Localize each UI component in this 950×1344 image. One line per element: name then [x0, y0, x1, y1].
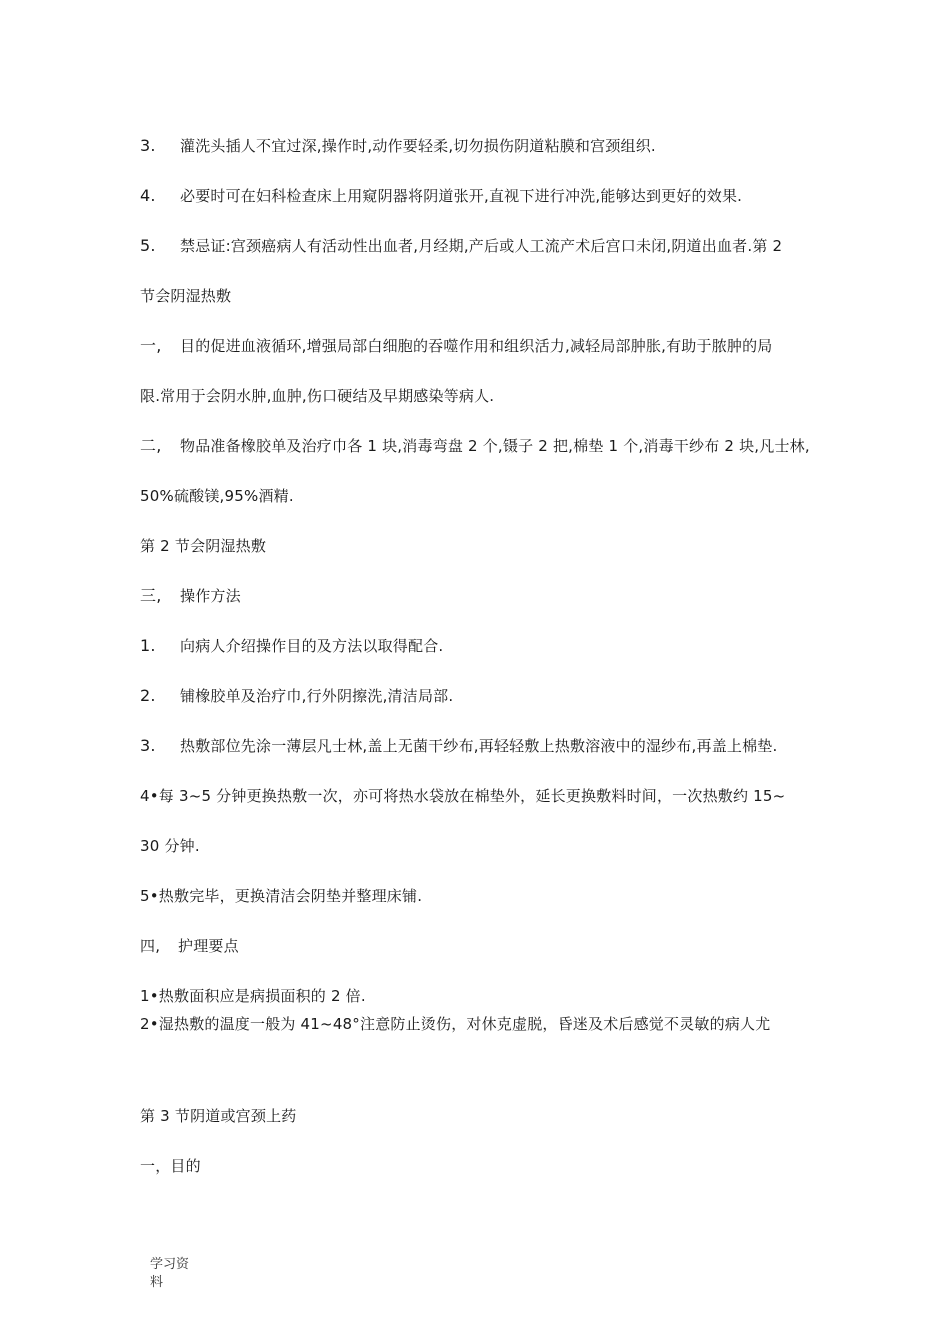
item-number: 3. — [140, 736, 156, 755]
text-line-17 — [140, 936, 239, 956]
item-number: 四, — [140, 937, 161, 955]
item-text: 4•每 3~5 分钟更换热敷一次，亦可将热水袋放在棉垫外，延长更换敷料时间，一次热敷约 15~ — [140, 787, 786, 805]
text-line-21 — [140, 1156, 201, 1176]
text-line-8 — [140, 486, 294, 506]
text-line-6 — [140, 386, 494, 406]
text-line-10 — [140, 586, 241, 606]
item-text: 一，目的 — [140, 1157, 201, 1175]
item-text: 护理要点 — [178, 937, 239, 955]
item-number: 二, — [140, 436, 162, 455]
item-text: 热敷部位先涂一薄层凡士林,盖上无菌干纱布,再轻轻敷上热敷溶液中的湿纱布,再盖上棉垫. — [180, 737, 778, 755]
item-number: 5. — [140, 236, 156, 255]
text-line-2 — [140, 186, 742, 206]
item-number: 1. — [140, 636, 156, 655]
text-line-7 — [140, 436, 810, 456]
text-line-3 — [140, 236, 782, 256]
text-line-14 — [140, 786, 785, 806]
item-text: 目的促进血液循环,增强局部白细胞的吞噬作用和组织活力,减轻局部肿胀,有助于脓肿的局 — [180, 337, 773, 355]
item-text: 必要时可在妇科检查床上用窥阴器将阴道张开,直视下进行冲洗,能够达到更好的效果. — [180, 187, 743, 205]
text-line-4 — [140, 286, 231, 306]
item-number: 2. — [140, 686, 156, 705]
item-text: 30 分钟. — [140, 837, 200, 855]
item-text: 操作方法 — [180, 587, 241, 605]
footer-label — [150, 1256, 189, 1292]
text-line-13 — [140, 736, 777, 756]
footer-line-1: 学习资 — [150, 1257, 190, 1272]
item-text: 灌洗头插人不宜过深,操作时,动作要轻柔,切勿损伤阴道粘膜和宫颈组织. — [180, 137, 656, 155]
text-line-18 — [140, 986, 366, 1006]
item-number: 4. — [140, 186, 156, 205]
item-text: 向病人介绍操作目的及方法以取得配合. — [180, 637, 444, 655]
text-line-5 — [140, 336, 773, 356]
text-line-11 — [140, 636, 443, 656]
item-text: 5•热敷完毕，更换清洁会阴垫并整理床铺. — [140, 887, 423, 905]
section-heading-3 — [140, 1106, 296, 1126]
footer-line-2: 料 — [150, 1275, 164, 1290]
item-text: 第 3 节阴道或宫颈上药 — [140, 1107, 297, 1125]
item-text: 禁忌证:宫颈癌病人有活动性出血者,月经期,产后或人工流产术后宫口未闭,阴道出血者.第 2 — [180, 237, 783, 255]
item-text: 第 2 节会阴湿热敷 — [140, 537, 267, 555]
item-number: 一, — [140, 336, 162, 355]
section-heading — [140, 536, 266, 556]
text-line-1 — [140, 136, 656, 156]
text-line-19 — [140, 1014, 770, 1034]
text-line-15 — [140, 836, 200, 856]
text-line-12 — [140, 686, 453, 706]
item-text: 铺橡胶单及治疗巾,行外阴擦洗,清洁局部. — [180, 687, 454, 705]
item-text: 物品准备橡胶单及治疗巾各 1 块,消毒弯盘 2 个,镊子 2 把,棉垫 1 个,消毒干纱布 2 块,凡士林, — [180, 437, 810, 455]
item-text: 节会阴湿热敷 — [140, 287, 232, 305]
item-text: 1•热敷面积应是病损面积的 2 倍. — [140, 987, 366, 1005]
text-line-16 — [140, 886, 422, 906]
item-number: 3. — [140, 136, 156, 155]
item-number: 三, — [140, 586, 162, 605]
item-text: 50%硫酸镁,95%酒精. — [140, 487, 294, 505]
item-text: 限.常用于会阴水肿,血肿,伤口硬结及早期感染等病人. — [140, 387, 495, 405]
item-text: 2•湿热敷的温度一般为 41~48°注意防止烫伤，对休克虚脱，昏迷及术后感觉不灵敏的病人尤 — [140, 1015, 771, 1033]
